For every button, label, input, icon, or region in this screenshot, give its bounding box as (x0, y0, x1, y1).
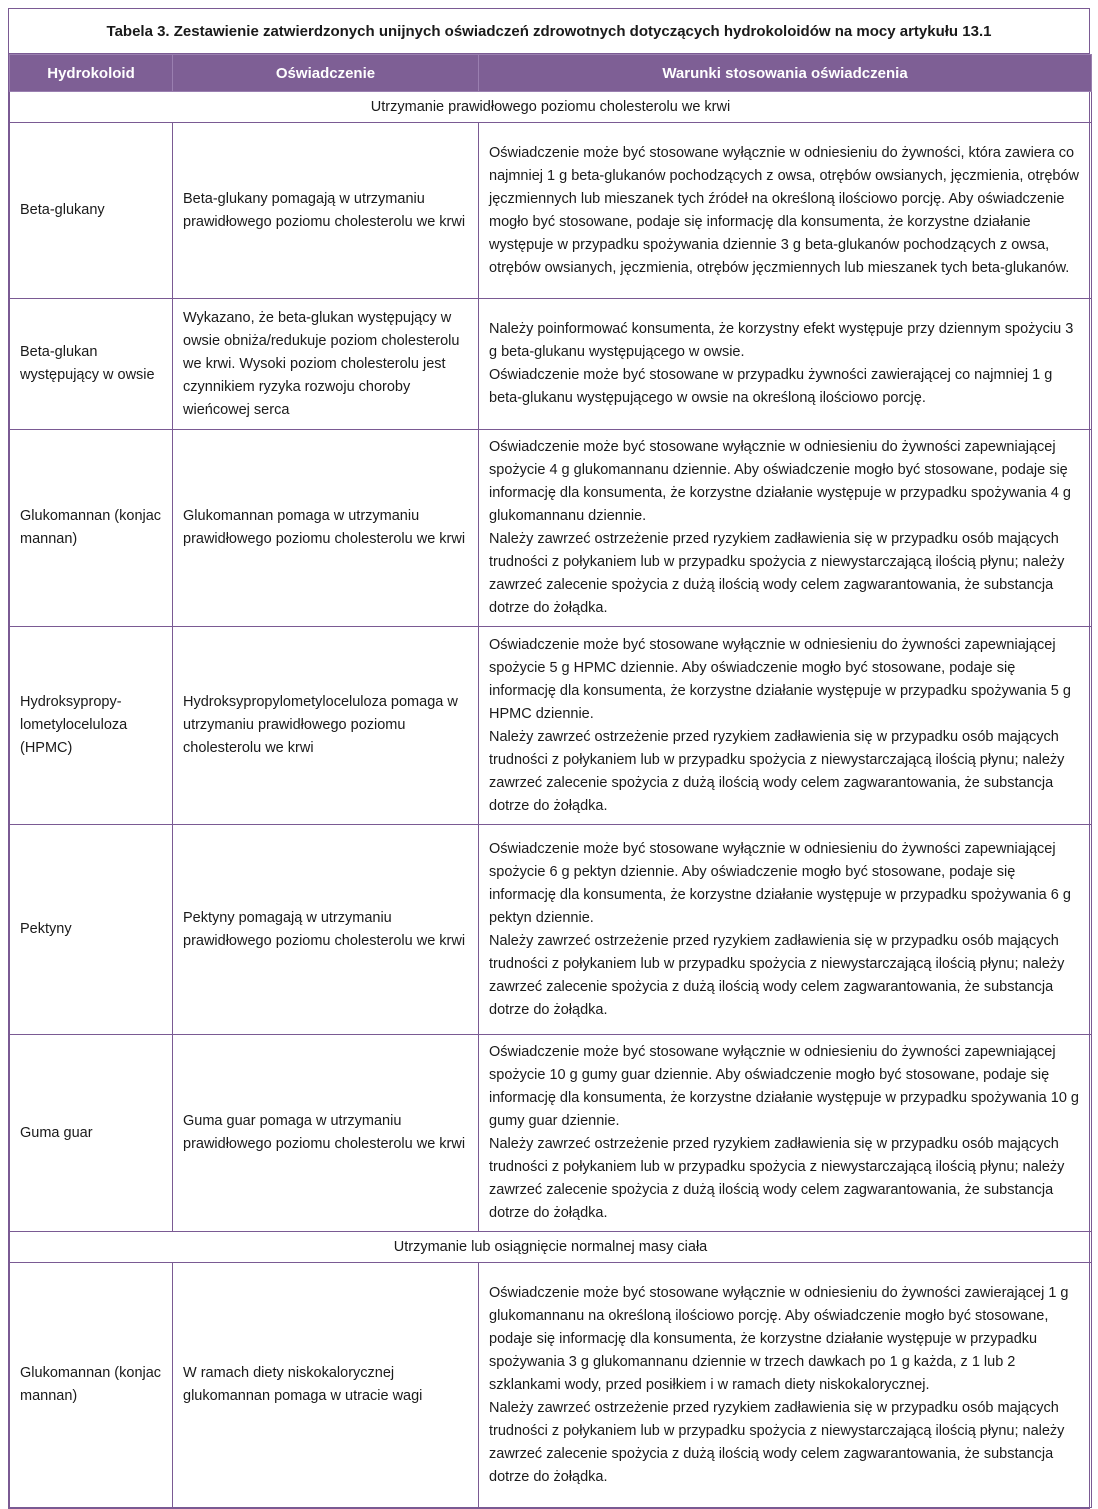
section-title: Utrzymanie prawidłowego poziomu cholesterolu we krwi (10, 92, 1092, 123)
conditions-paragraph: Należy poinformować konsumenta, że korzystny efekt występuje przy dziennym spożyciu 3 g beta-glukanu występującego w owsie. (489, 321, 1074, 360)
header-hydrocolloid: Hydrokoloid (10, 55, 173, 92)
header-conditions: Warunki stosowania oświadczenia (479, 55, 1092, 92)
conditions-cell (479, 1263, 1092, 1508)
conditions-cell (479, 627, 1092, 825)
claim-cell: Beta-glukany pomagają w utrzymaniu prawidłowego poziomu cholesterolu we krwi (173, 123, 479, 299)
claim-cell: Glukomannan pomaga w utrzymaniu prawidłowego poziomu cholesterolu we krwi (173, 430, 479, 627)
conditions-paragraph: Oświadczenie może być stosowane w przypadku żywności zawierającej co najmniej 1 g beta-glukanu występującego w owsie na określoną ilościowo porcję. (489, 367, 1053, 406)
conditions-paragraph: Należy zawrzeć ostrzeżenie przed ryzykiem zadławienia się w przypadku osób mających trudności z połykaniem lub w przypadku spożycia z niewystarczającą ilością płynu; należy zawrzeć zalecenie spożycia z dużą ilością wody celem zagwarantowania, że substancja dotrze do żołądka. (489, 728, 1065, 814)
table-row (10, 123, 1092, 299)
hydrocolloid-cell: Beta-glukany (10, 123, 173, 299)
claim-cell: Wykazano, że beta-glukan występujący w owsie obniża/redukuje poziom cholesterolu we krwi. Wysoki poziom cholesterolu jest czynnikiem ryzyka rozwoju choroby wieńcowej serca (173, 299, 479, 430)
hydrocolloid-cell: Glukomannan (konjac mannan) (10, 430, 173, 627)
conditions-paragraph: Oświadczenie może być stosowane wyłącznie w odniesieniu do żywności zapewniającej spożycie 6 g pektyn dziennie. Aby oświadczenie mogło być stosowane, podaje się informację dla konsumenta, że korzystne działanie występuje w przypadku spożywania 6 g pektyn dziennie. (489, 840, 1071, 926)
conditions-cell (479, 1035, 1092, 1232)
section-row (10, 1232, 1092, 1263)
conditions-paragraph: Oświadczenie może być stosowane wyłącznie w odniesieniu do żywności zapewniającej spożycie 5 g HPMC dziennie. Aby oświadczenie mogło być stosowane, podaje się informację dla konsumenta, że korzystne działanie występuje w przypadku spożywania 5 g HPMC dziennie. (489, 636, 1071, 722)
claim-cell: Guma guar pomaga w utrzymaniu prawidłowego poziomu cholesterolu we krwi (173, 1035, 479, 1232)
claims-table-frame (8, 8, 1090, 1509)
conditions-cell (479, 299, 1092, 430)
claim-cell: W ramach diety niskokalorycznej glukomannan pomaga w utracie wagi (173, 1263, 479, 1508)
conditions-paragraph: Należy zawrzeć ostrzeżenie przed ryzykiem zadławienia się w przypadku osób mających trudności z połykaniem lub w przypadku spożycia z niewystarczającą ilością płynu; należy zawrzeć zalecenie spożycia z dużą ilością wody celem zagwarantowania, że substancja dotrze do żołądka. (489, 1399, 1065, 1485)
table-row (10, 627, 1092, 825)
claim-cell: Hydroksypropylometyloceluloza pomaga w utrzymaniu prawidłowego poziomu cholesterolu we krwi (173, 627, 479, 825)
conditions-paragraph: Oświadczenie może być stosowane wyłącznie w odniesieniu do żywności zapewniającej spożycie 10 g gumy guar dziennie. Aby oświadczenie mogło być stosowane, podaje się informację dla konsumenta, że korzystne działanie występuje w przypadku spożywania 10 g gumy guar dziennie. (489, 1044, 1079, 1129)
conditions-paragraph: Należy zawrzeć ostrzeżenie przed ryzykiem zadławienia się w przypadku osób mających trudności z połykaniem lub w przypadku spożycia z niewystarczającą ilością płynu; należy zawrzeć zalecenie spożycia z dużą ilością wody celem zagwarantowania, że substancja dotrze do żołądka. (489, 932, 1065, 1018)
conditions-cell (479, 430, 1092, 627)
hydrocolloid-cell: Beta-glukan występujący w owsie (10, 299, 173, 430)
hydrocolloid-cell: Glukomannan (konjac mannan) (10, 1263, 173, 1508)
conditions-cell: Oświadczenie może być stosowane wyłącznie w odniesieniu do żywności, która zawiera co najmniej 1 g beta-glukanów pochodzących z owsa, otrębów owsianych, jęczmienia, otrębów jęczmiennych lub mieszanek tych źródeł na określoną ilościowo porcję. Aby oświadczenie mogło być stosowane, podaje się informację dla konsumenta, że korzystne działanie występuje w przypadku spożywania dziennie 3 g beta-glukanów pochodzących z owsa, otrębów owsianych, jęczmienia, otrębów jęczmiennych lub mieszanek tych beta-glukanów. (479, 123, 1092, 299)
header-claim: Oświadczenie (173, 55, 479, 92)
hydrocolloid-cell: Hydroksypropy-lometyloceluloza (HPMC) (10, 627, 173, 825)
table-row (10, 825, 1092, 1035)
section-row (10, 92, 1092, 123)
conditions-paragraph: Oświadczenie może być stosowane wyłącznie w odniesieniu do żywności zawierającej 1 g glukomannanu na określoną ilościowo porcję. Aby oświadczenie mogło być stosowane, podaje się informację dla konsumenta, że korzystne działanie występuje w przypadku spożywania 3 g glukomannanu dziennie w trzech dawkach po 1 g każda, z 1 lub 2 szklankami wody, przed posiłkiem i w ramach diety niskokalorycznej. (489, 1284, 1069, 1393)
conditions-paragraph: Oświadczenie może być stosowane wyłącznie w odniesieniu do żywności zapewniającej spożycie 4 g glukomannanu dziennie. Aby oświadczenie mogło być stosowane, podaje się informację dla konsumenta, że korzystne działanie występuje w przypadku spożywania 4 g glukomannanu dziennie. (489, 439, 1071, 524)
hydrocolloid-cell: Guma guar (10, 1035, 173, 1232)
conditions-cell (479, 825, 1092, 1035)
table-row (10, 1035, 1092, 1232)
table-title: Tabela 3. Zestawienie zatwierdzonych unijnych oświadczeń zdrowotnych dotyczących hydrokoloidów na mocy artykułu 13.1 (9, 9, 1089, 54)
table-row (10, 430, 1092, 627)
section-title: Utrzymanie lub osiągnięcie normalnej masy ciała (10, 1232, 1092, 1263)
table-row (10, 299, 1092, 430)
conditions-paragraph: Należy zawrzeć ostrzeżenie przed ryzykiem zadławienia się w przypadku osób mających trudności z połykaniem lub w przypadku spożycia z niewystarczającą ilością płynu; należy zawrzeć zalecenie spożycia z dużą ilością wody celem zagwarantowania, że substancja dotrze do żołądka. (489, 1136, 1065, 1221)
claims-table (9, 54, 1092, 1508)
claim-cell: Pektyny pomagają w utrzymaniu prawidłowego poziomu cholesterolu we krwi (173, 825, 479, 1035)
header-row (10, 55, 1092, 92)
table-row (10, 1263, 1092, 1508)
hydrocolloid-cell: Pektyny (10, 825, 173, 1035)
conditions-paragraph: Należy zawrzeć ostrzeżenie przed ryzykiem zadławienia się w przypadku osób mających trudności z połykaniem lub w przypadku spożycia z niewystarczającą ilością płynu; należy zawrzeć zalecenie spożycia z dużą ilością wody celem zagwarantowania, że substancja dotrze do żołądka. (489, 531, 1065, 616)
